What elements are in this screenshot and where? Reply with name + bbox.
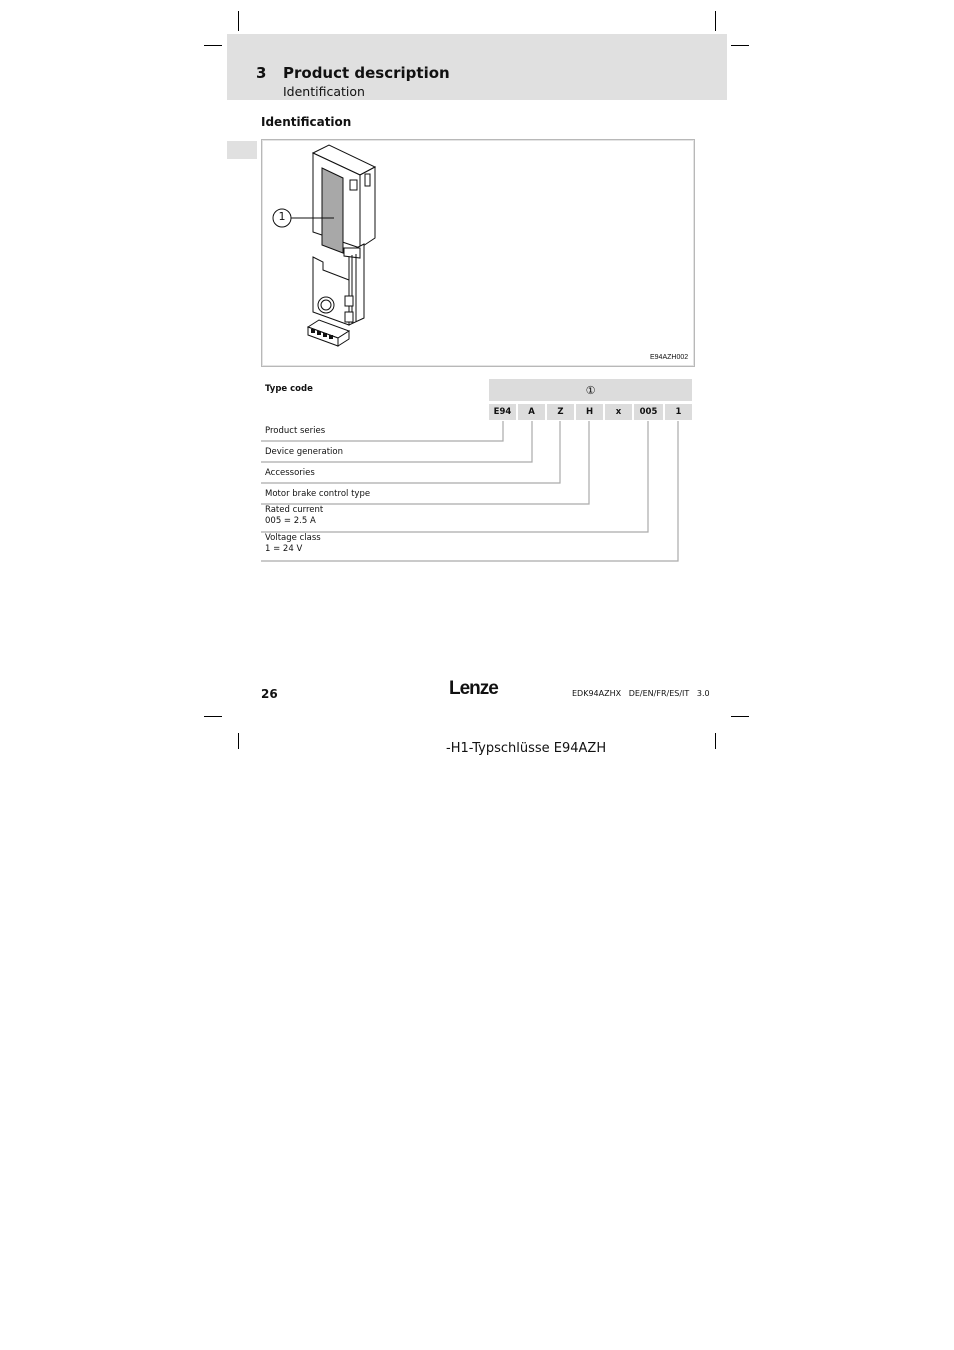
image-caption: -H1-Typschlüsse E94AZH <box>446 741 607 756</box>
code-segment: 005 <box>634 404 663 420</box>
code-segment: 1 <box>665 404 692 420</box>
chapter-number: 3 <box>256 64 267 82</box>
chapter-title: Product description <box>283 64 450 82</box>
chapter-subtitle: Identification <box>283 84 365 99</box>
figure-code: E94AZH002 <box>650 354 689 361</box>
type-code-row: Voltage class 1 = 24 V <box>265 533 321 554</box>
type-code-header: ① <box>489 379 692 401</box>
type-code-row: Rated current 005 = 2.5 A <box>265 505 324 526</box>
code-segment: x <box>605 404 632 420</box>
page-number: 26 <box>261 687 278 701</box>
callout-label: 1 <box>278 210 286 223</box>
code-segment: A <box>518 404 545 420</box>
code-segment: Z <box>547 404 574 420</box>
type-code-row: Accessories <box>265 468 315 478</box>
type-code-row: Motor brake control type <box>265 489 371 499</box>
lenze-logo: Lenze <box>449 678 498 699</box>
document-reference: EDK94AZHX DE/EN/FR/ES/IT 3.0 <box>572 689 710 698</box>
type-code-label: Type code <box>265 384 313 394</box>
type-code-row: Device generation <box>265 447 343 457</box>
code-segment: E94 <box>489 404 516 420</box>
type-code-row: Product series <box>265 426 326 436</box>
section-title: Identification <box>261 115 352 129</box>
code-segment: H <box>576 404 603 420</box>
